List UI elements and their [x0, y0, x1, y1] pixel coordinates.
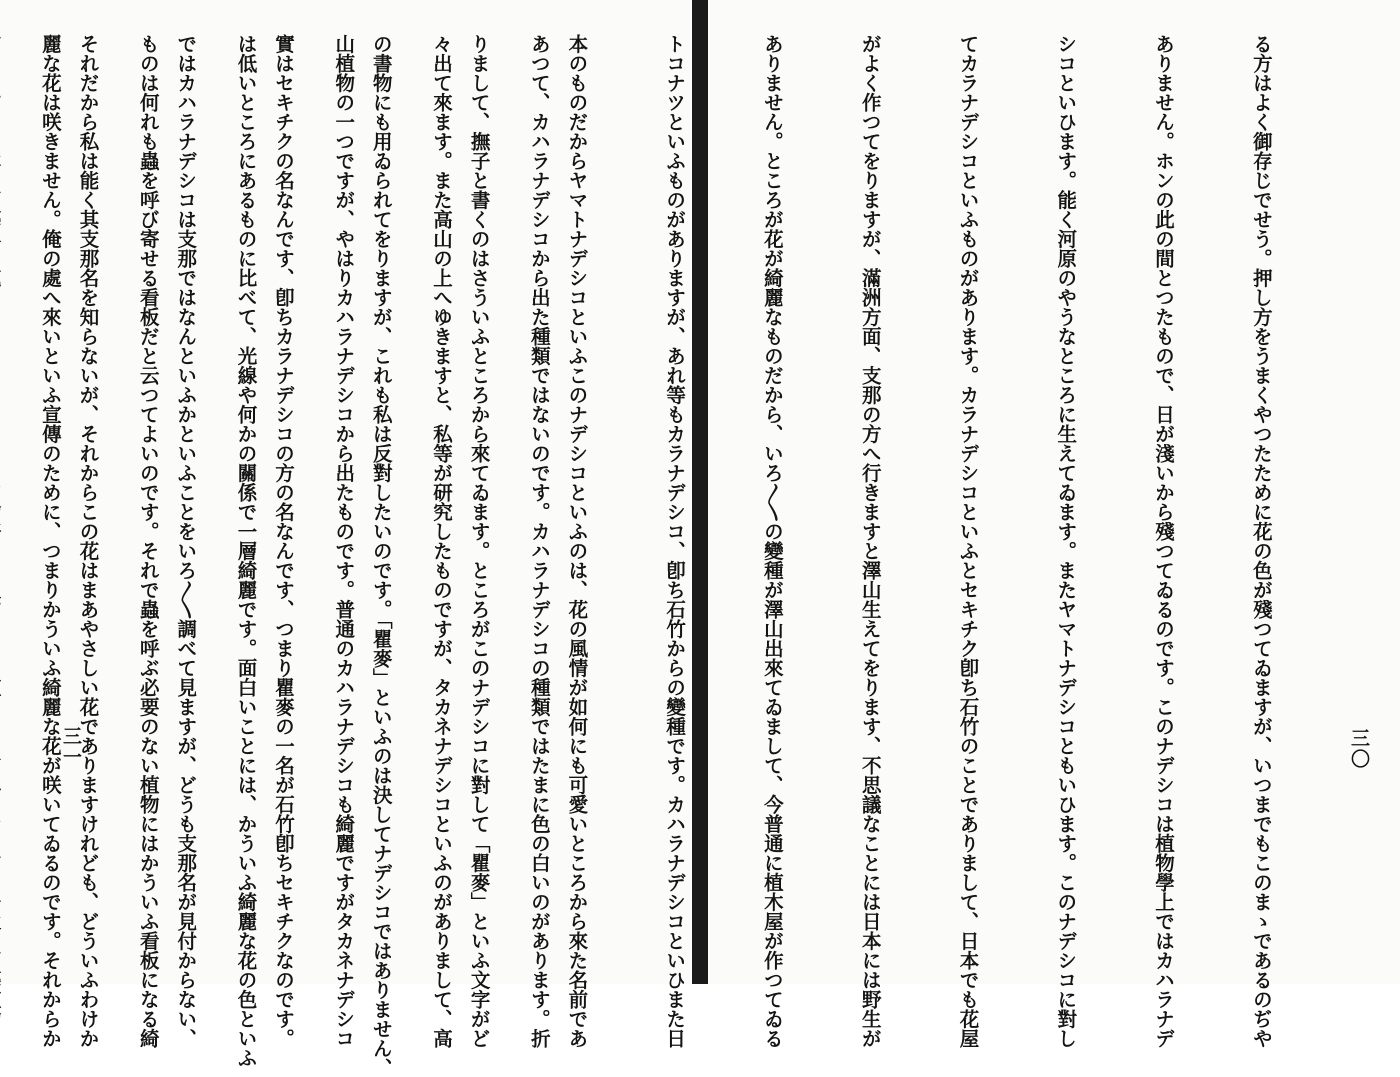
text-line: がよく作つてをりますが、滿洲方面、支那の方へ行きますと澤山生えてをります、不思議なことには日本には野生が	[858, 34, 882, 1048]
text-line: あつて、カハラナデシコから出た種類ではないのです。カハラナデシコの種類ではたまに色の白いのがあります。折	[527, 34, 551, 1048]
text-line: それだから私は能く其支那名を知らないが、それからこの花はまあやさしい花でありますけれども、どういふわけか	[76, 34, 100, 1048]
text-line: 實はセキチクの名なんです、卽ちカラナデシコの方の名なんです、つまり瞿麥の一名が石竹卽ちセキチクなのです。	[272, 34, 295, 1048]
text-line: 山植物の一つですが、やはりカハラナデシコから出たものです。普通のカハラナデシコも綺麗ですがタカネナデシコ	[332, 34, 356, 1048]
text-line: ものは何れも蟲を呼び寄せる看板だと云つてよいのです。それで蟲を呼ぶ必要のない植物にはかういふ看板になる綺	[136, 34, 160, 1048]
text-line: トコナツといふものがありますが、あれ等もカラナデシコ、卽ち石竹からの變種です。カハラナデシコといひまた日	[663, 34, 687, 1048]
text-line: ありません。ホンの此の間とつたもので、日が淺いから殘つてゐるのです。このナデシコは植物學上ではカハラナデ	[1152, 34, 1176, 1048]
text-line: ありません。ところが花が綺麗なものだから、いろ〳〵の變種が澤山出來てゐまして、今普通に植木屋が作つてゐる	[760, 34, 784, 1048]
page-number: 三〇	[1348, 728, 1370, 770]
text-line: 本のものだからヤマトナデシコといふこのナデシコといふのは、花の風情が如何にも可愛いところから來た名前であ	[565, 34, 589, 1048]
text-line: てカラナデシコといふものがあります。カラナデシコといふとセキチク卽ち石竹のことでありまして、日本でも花屋	[956, 34, 980, 1048]
page-number: 三一	[60, 726, 82, 768]
text-line: 々出て來ます。また高山の上へゆきますと、私等が研究したものですが、タカネナデシコといふのがありまして、高	[430, 34, 454, 1048]
text-line: 麗な花は咲きません。俺の處へ來いといふ宣傳のために、つまりかういふ綺麗な花が咲いてゐるのです。それからか	[38, 34, 62, 1048]
text-line: ではカハラナデシコは支那ではなんといふかといふことをいろ〳〵調べて見ますが、どうも支那名が見付からない、	[174, 34, 198, 1048]
text-line: は低いところにあるものに比べて、光線や何かの關係で一層綺麗です。面白いことには、かういふ綺麗な花の色といふ	[234, 34, 258, 1068]
text-line: の書物にも用ゐられてをりますが、これも私は反對したいのです。「瞿麥」といふのは決してナデシコではありません、	[369, 34, 393, 1077]
text-line	[0, 34, 6, 934]
text-line: シコといひます。能く河原のやうなところに生えてゐます。またヤマトナデシコともいひます。このナデシコに對し	[1054, 34, 1078, 1048]
text-line: りまして、撫子と書くのはさういふところから來てゐます。ところがこのナデシコに對して「瞿麥」といふ文字がど	[467, 34, 491, 1048]
text-line: る方はよく御存じでせう。押し方をうまくやつたために花の色が殘つてゐますが、いつまでもこのまゝであるのぢや	[1249, 34, 1273, 1048]
